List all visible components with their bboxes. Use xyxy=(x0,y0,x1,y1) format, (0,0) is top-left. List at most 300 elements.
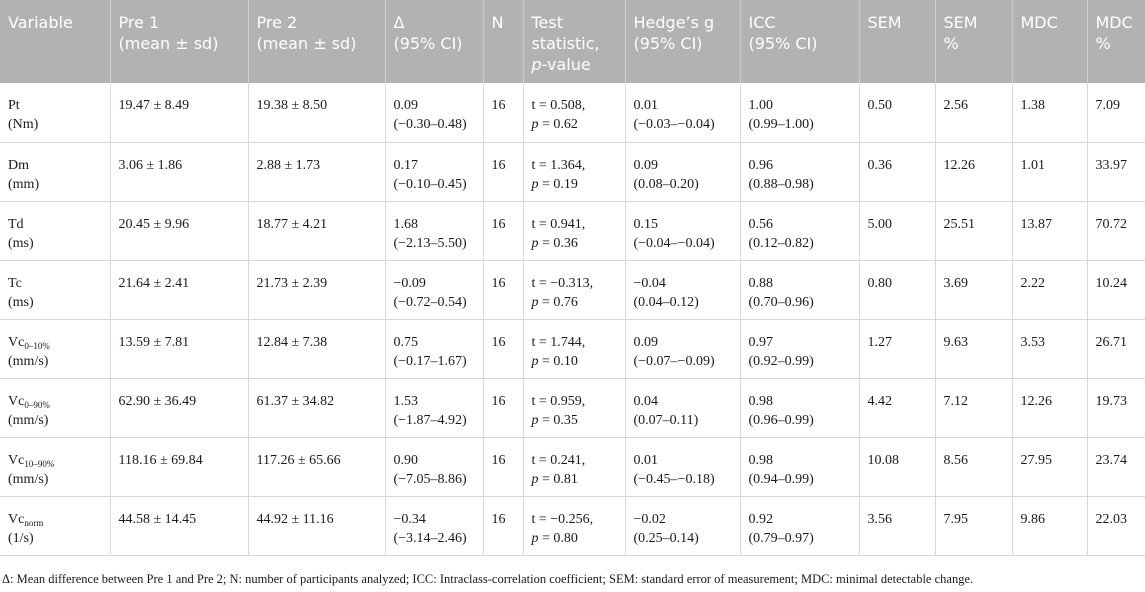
pre1-cell-line: 20.45 ± 9.96 xyxy=(118,216,190,232)
n-cell-line: 16 xyxy=(491,157,506,173)
hedges-g-cell-line: −0.02 xyxy=(633,511,666,527)
variable-cell-line xyxy=(8,451,104,470)
pre2-cell-line: 19.38 ± 8.50 xyxy=(256,98,328,113)
test-statistic-cell xyxy=(523,437,625,496)
sem-pct-cell xyxy=(935,496,1012,555)
variable-subscript: 0–90% xyxy=(24,399,50,410)
test-statistic-cell-line xyxy=(532,293,619,312)
p-value: = 0.10 xyxy=(542,353,578,369)
variable-name: Td xyxy=(8,216,24,232)
column-header xyxy=(1087,0,1145,83)
sem-cell-line: 10.08 xyxy=(867,452,899,468)
icc-cell-line: 0.56 xyxy=(748,216,773,232)
icc-cell xyxy=(740,319,859,378)
mdc-pct-cell xyxy=(1087,83,1145,142)
variable-cell-line xyxy=(8,215,104,234)
icc-cell-line: (0.96–0.99) xyxy=(748,412,814,428)
column-header-line: (95% CI) xyxy=(748,34,818,53)
hedges-g-cell-line: 0.01 xyxy=(633,452,658,468)
pre1-cell-line: 62.90 ± 36.49 xyxy=(118,393,197,409)
table-row xyxy=(0,142,1145,201)
variable-cell xyxy=(0,260,110,319)
variable-subscript: norm xyxy=(24,517,44,528)
column-header-line: MDC xyxy=(1020,13,1058,32)
hedges-g-cell xyxy=(625,142,740,201)
table-footnote: Δ: Mean difference between Pre 1 and Pre 2; N: number of participants analyzed; ICC: Intraclass-correlation coefficient; SEM: standard error of measurement; MDC: minimal detectable change. xyxy=(2,572,974,586)
variable-cell-line: (mm/s) xyxy=(8,412,49,428)
column-header-line: ICC xyxy=(748,13,776,32)
test-statistic-cell xyxy=(523,83,625,142)
column-header xyxy=(935,0,1012,83)
pre2-cell xyxy=(248,319,385,378)
column-header xyxy=(625,0,740,83)
table-row xyxy=(0,83,1145,142)
hedges-g-cell xyxy=(625,260,740,319)
hedges-g-cell-line: (−0.07–−0.09) xyxy=(633,353,715,369)
delta-cell xyxy=(385,378,483,437)
variable-cell-line: (ms) xyxy=(8,235,34,251)
hedges-g-cell-line: (−0.03–−0.04) xyxy=(633,117,715,132)
table-row xyxy=(0,496,1145,555)
sem-cell xyxy=(859,437,935,496)
variable-name: Vc xyxy=(8,452,25,468)
delta-cell-line: 1.68 xyxy=(393,216,418,232)
hedges-g-cell-line: (−0.04–−0.04) xyxy=(633,235,715,251)
hedges-g-cell-line: 0.15 xyxy=(633,216,658,232)
mdc-pct-cell xyxy=(1087,437,1145,496)
variable-cell xyxy=(0,378,110,437)
variable-cell-line xyxy=(8,96,104,115)
column-header-line: (mean ± sd) xyxy=(256,34,357,53)
pre2-cell xyxy=(248,437,385,496)
delta-cell-line: (−3.14–2.46) xyxy=(393,530,467,546)
column-header-line: % xyxy=(943,34,959,53)
mdc-cell xyxy=(1012,83,1087,142)
mdc-pct-cell xyxy=(1087,142,1145,201)
sem-pct-cell xyxy=(935,260,1012,319)
delta-cell xyxy=(385,83,483,142)
pre1-cell xyxy=(110,142,248,201)
p-value: = 0.81 xyxy=(542,471,578,487)
column-header xyxy=(385,0,483,83)
p-value: = 0.62 xyxy=(542,117,578,132)
p-symbol: p xyxy=(531,353,539,369)
n-cell xyxy=(483,201,523,260)
sem-cell xyxy=(859,142,935,201)
hedges-g-cell xyxy=(625,201,740,260)
pre1-cell xyxy=(110,437,248,496)
column-header xyxy=(740,0,859,83)
variable-name: Pt xyxy=(8,98,20,113)
sem-pct-cell xyxy=(935,378,1012,437)
hedges-g-cell-line: (0.08–0.20) xyxy=(633,176,699,192)
mdc-cell xyxy=(1012,260,1087,319)
variable-cell-line xyxy=(8,274,104,293)
hedges-g-cell-line: −0.04 xyxy=(633,275,666,291)
mdc-pct-cell xyxy=(1087,201,1145,260)
test-statistic-cell-line xyxy=(532,352,619,371)
table-row xyxy=(0,319,1145,378)
pre2-cell xyxy=(248,496,385,555)
column-header xyxy=(1012,0,1087,83)
n-cell xyxy=(483,142,523,201)
variable-cell-line: (Nm) xyxy=(8,117,39,132)
delta-cell-line: (−0.30–0.48) xyxy=(393,117,467,132)
pre2-cell-line: 12.84 ± 7.38 xyxy=(256,334,328,350)
pre1-cell-line: 21.64 ± 2.41 xyxy=(118,275,190,291)
p-value: = 0.35 xyxy=(542,412,578,428)
delta-cell-line: 1.53 xyxy=(393,393,418,409)
variable-cell-line xyxy=(8,392,104,411)
n-cell-line: 16 xyxy=(491,334,506,350)
test-statistic-cell xyxy=(523,142,625,201)
column-header-line: p-value xyxy=(531,55,591,74)
icc-cell xyxy=(740,496,859,555)
icc-cell xyxy=(740,378,859,437)
column-header-line: Δ xyxy=(393,13,405,32)
mdc-pct-cell xyxy=(1087,496,1145,555)
mdc-pct-cell-line: 23.74 xyxy=(1095,452,1127,468)
pre1-cell-line: 44.58 ± 14.45 xyxy=(118,511,197,527)
column-header xyxy=(110,0,248,83)
mdc-cell xyxy=(1012,201,1087,260)
pre2-cell-line: 18.77 ± 4.21 xyxy=(256,216,328,232)
delta-cell-line: −0.09 xyxy=(393,275,426,291)
mdc-cell-line: 13.87 xyxy=(1020,216,1052,232)
mdc-pct-cell-line: 70.72 xyxy=(1095,216,1127,232)
mdc-cell xyxy=(1012,437,1087,496)
mdc-pct-cell-line: 33.97 xyxy=(1095,157,1127,173)
p-symbol: p xyxy=(531,412,539,428)
sem-pct-cell-line: 3.69 xyxy=(943,275,968,291)
test-statistic-cell xyxy=(523,496,625,555)
hedges-g-cell xyxy=(625,496,740,555)
delta-cell-line: (−7.05–8.86) xyxy=(393,471,467,487)
p-symbol: p xyxy=(531,55,542,74)
pre2-cell xyxy=(248,378,385,437)
test-statistic-cell-line: t = 0.959, xyxy=(531,393,586,409)
test-statistic-cell-line xyxy=(532,175,619,194)
test-statistic-cell-line: t = 1.744, xyxy=(531,334,586,350)
column-header-line: (95% CI) xyxy=(393,34,463,53)
icc-cell-line: 0.88 xyxy=(748,275,773,291)
test-statistic-cell-line: t = −0.256, xyxy=(531,511,594,527)
variable-name: Dm xyxy=(8,157,29,173)
column-header-line: N xyxy=(491,13,504,32)
mdc-cell-line: 9.86 xyxy=(1020,511,1045,527)
test-statistic-cell xyxy=(523,319,625,378)
pre1-cell xyxy=(110,378,248,437)
delta-cell xyxy=(385,201,483,260)
variable-subscript: 0–10% xyxy=(24,340,50,351)
p-symbol: p xyxy=(531,471,539,487)
pre2-cell-line: 61.37 ± 34.82 xyxy=(256,393,335,409)
table-header xyxy=(0,0,1145,83)
hedges-g-cell-line: (−0.45–−0.18) xyxy=(633,471,715,487)
icc-cell xyxy=(740,201,859,260)
pre2-cell-line: 44.92 ± 11.16 xyxy=(256,511,334,527)
icc-cell xyxy=(740,83,859,142)
sem-pct-cell-line: 12.26 xyxy=(943,157,975,173)
sem-cell-line: 4.42 xyxy=(867,393,892,409)
mdc-cell-line: 1.38 xyxy=(1020,98,1045,113)
test-statistic-cell xyxy=(523,260,625,319)
variable-cell-line xyxy=(8,510,104,529)
mdc-pct-cell xyxy=(1087,319,1145,378)
delta-cell-line: 0.90 xyxy=(393,452,418,468)
variable-name: Tc xyxy=(8,275,22,291)
icc-cell-line: (0.92–0.99) xyxy=(748,353,814,369)
variable-name: Vc xyxy=(8,511,25,527)
sem-pct-cell-line: 7.95 xyxy=(943,511,968,527)
n-cell-line: 16 xyxy=(491,511,506,527)
hedges-g-cell-line: 0.04 xyxy=(633,393,658,409)
test-statistic-cell xyxy=(523,378,625,437)
p-value: = 0.36 xyxy=(542,235,578,251)
hedges-g-cell-line: 0.01 xyxy=(633,98,658,113)
pre1-cell xyxy=(110,260,248,319)
mdc-cell xyxy=(1012,378,1087,437)
variable-name: Vc xyxy=(8,393,25,409)
pre1-cell xyxy=(110,201,248,260)
delta-cell-line: (−0.72–0.54) xyxy=(393,294,467,310)
sem-pct-cell xyxy=(935,142,1012,201)
variable-cell-line: (mm/s) xyxy=(8,471,49,487)
mdc-cell xyxy=(1012,319,1087,378)
delta-cell-line: (−2.13–5.50) xyxy=(393,235,467,251)
sem-cell-line: 5.00 xyxy=(867,216,892,232)
sem-cell xyxy=(859,260,935,319)
pre1-cell xyxy=(110,83,248,142)
p-symbol: p xyxy=(531,235,539,251)
sem-cell xyxy=(859,496,935,555)
icc-cell-line: 0.98 xyxy=(748,452,773,468)
icc-cell-line: (0.70–0.96) xyxy=(748,294,814,310)
sem-cell-line: 0.36 xyxy=(867,157,892,173)
pre2-cell-line: 21.73 ± 2.39 xyxy=(256,275,328,291)
p-value: = 0.76 xyxy=(542,294,578,310)
delta-cell-line: 0.17 xyxy=(393,157,418,173)
variable-cell-line: (1/s) xyxy=(8,530,34,546)
sem-pct-cell-line: 8.56 xyxy=(943,452,968,468)
icc-cell-line: 0.97 xyxy=(748,334,773,350)
pre2-cell xyxy=(248,142,385,201)
column-header-line: MDC xyxy=(1095,13,1133,32)
mdc-cell-line: 1.01 xyxy=(1020,157,1045,173)
icc-cell-line: 1.00 xyxy=(748,98,773,113)
n-cell xyxy=(483,378,523,437)
hedges-g-cell-line: (0.25–0.14) xyxy=(633,530,699,546)
mdc-pct-cell xyxy=(1087,260,1145,319)
sem-cell xyxy=(859,83,935,142)
sem-cell-line: 3.56 xyxy=(867,511,892,527)
table-row xyxy=(0,260,1145,319)
sem-pct-cell-line: 9.63 xyxy=(943,334,968,350)
pre1-cell xyxy=(110,319,248,378)
delta-cell xyxy=(385,319,483,378)
column-header xyxy=(483,0,523,83)
icc-cell xyxy=(740,260,859,319)
column-header-line: SEM xyxy=(943,13,978,32)
column-header xyxy=(523,0,625,83)
mdc-pct-cell-line: 19.73 xyxy=(1095,393,1127,409)
hedges-g-cell xyxy=(625,83,740,142)
hedges-g-cell-line: 0.09 xyxy=(633,157,658,173)
delta-cell xyxy=(385,142,483,201)
test-statistic-cell-line: t = 0.508, xyxy=(531,98,586,113)
pre2-cell-line: 2.88 ± 1.73 xyxy=(256,157,321,173)
mdc-cell xyxy=(1012,142,1087,201)
sem-pct-cell xyxy=(935,83,1012,142)
sem-pct-cell xyxy=(935,201,1012,260)
mdc-cell-line: 3.53 xyxy=(1020,334,1045,350)
n-cell xyxy=(483,319,523,378)
variable-cell xyxy=(0,83,110,142)
mdc-pct-cell-line: 10.24 xyxy=(1095,275,1127,291)
pre1-cell-line: 13.59 ± 7.81 xyxy=(118,334,190,350)
test-statistic-cell-line: t = 0.941, xyxy=(531,216,586,232)
variable-cell-line: (ms) xyxy=(8,294,34,310)
n-cell xyxy=(483,260,523,319)
p-symbol: p xyxy=(531,117,539,132)
variable-cell xyxy=(0,437,110,496)
icc-cell-line: (0.94–0.99) xyxy=(748,471,814,487)
variable-name: Vc xyxy=(8,334,25,350)
n-cell-line: 16 xyxy=(491,216,506,232)
sem-cell-line: 0.80 xyxy=(867,275,892,291)
column-header-line: (mean ± sd) xyxy=(118,34,219,53)
sem-pct-cell-line: 7.12 xyxy=(943,393,968,409)
variable-cell-line xyxy=(8,156,104,175)
delta-cell-line: 0.75 xyxy=(393,334,418,350)
delta-cell xyxy=(385,260,483,319)
mdc-pct-cell-line: 7.09 xyxy=(1095,98,1120,113)
column-header-line: Hedge’s g xyxy=(633,13,715,32)
sem-pct-cell-line: 2.56 xyxy=(943,98,968,113)
icc-cell-line: 0.92 xyxy=(748,511,773,527)
pre2-cell xyxy=(248,260,385,319)
mdc-cell xyxy=(1012,496,1087,555)
pre1-cell-line: 118.16 ± 69.84 xyxy=(118,452,203,468)
table-row xyxy=(0,201,1145,260)
n-cell-line: 16 xyxy=(491,393,506,409)
column-header-line: Pre 2 xyxy=(256,13,298,32)
mdc-cell-line: 2.22 xyxy=(1020,275,1045,291)
p-value: = 0.80 xyxy=(542,530,578,546)
delta-cell-line: (−0.10–0.45) xyxy=(393,176,467,192)
test-statistic-cell-line: t = 1.364, xyxy=(531,157,586,173)
n-cell-line: 16 xyxy=(491,98,506,113)
sem-pct-cell-line: 25.51 xyxy=(943,216,975,232)
delta-cell-line: (−0.17–1.67) xyxy=(393,353,467,369)
hedges-g-cell xyxy=(625,378,740,437)
p-symbol: p xyxy=(531,176,539,192)
column-header-line: % xyxy=(1095,34,1111,53)
test-statistic-cell-line: t = 0.241, xyxy=(531,452,586,468)
test-statistic-cell xyxy=(523,201,625,260)
test-statistic-cell-line xyxy=(532,234,619,253)
mdc-pct-cell xyxy=(1087,378,1145,437)
sem-pct-cell xyxy=(935,437,1012,496)
sem-cell xyxy=(859,201,935,260)
column-header-line: (95% CI) xyxy=(633,34,703,53)
p-value: = 0.19 xyxy=(542,176,578,192)
sem-cell xyxy=(859,378,935,437)
n-cell xyxy=(483,437,523,496)
p-symbol: p xyxy=(531,530,539,546)
column-header xyxy=(0,0,110,83)
hedges-g-cell-line: (0.07–0.11) xyxy=(633,412,699,428)
header-row xyxy=(0,0,1145,83)
column-header xyxy=(859,0,935,83)
variable-cell xyxy=(0,142,110,201)
sem-cell xyxy=(859,319,935,378)
p-symbol: p xyxy=(531,294,539,310)
table-body xyxy=(0,83,1145,555)
n-cell-line: 16 xyxy=(491,275,506,291)
pre2-cell xyxy=(248,201,385,260)
pre1-cell-line: 3.06 ± 1.86 xyxy=(118,157,183,173)
column-header xyxy=(248,0,385,83)
table-row xyxy=(0,378,1145,437)
column-header-line: statistic, xyxy=(531,34,600,53)
pre1-cell-line: 19.47 ± 8.49 xyxy=(118,98,190,113)
hedges-g-cell-line: (0.04–0.12) xyxy=(633,294,699,310)
test-statistic-cell-line xyxy=(532,470,619,489)
mdc-cell-line: 12.26 xyxy=(1020,393,1052,409)
variable-subscript: 10–90% xyxy=(24,458,55,469)
mdc-pct-cell-line: 22.03 xyxy=(1095,511,1127,527)
sem-pct-cell xyxy=(935,319,1012,378)
delta-cell xyxy=(385,437,483,496)
icc-cell-line: (0.12–0.82) xyxy=(748,235,814,251)
variable-cell xyxy=(0,496,110,555)
icc-cell-line: 0.98 xyxy=(748,393,773,409)
icc-cell-line: (0.88–0.98) xyxy=(748,176,814,192)
pre1-cell xyxy=(110,496,248,555)
n-cell xyxy=(483,83,523,142)
icc-cell-line: (0.79–0.97) xyxy=(748,530,814,546)
icc-cell-line: (0.99–1.00) xyxy=(748,117,814,132)
pre2-cell xyxy=(248,83,385,142)
icc-cell xyxy=(740,142,859,201)
variable-cell-line: (mm) xyxy=(8,176,40,192)
hedges-g-cell xyxy=(625,319,740,378)
table-row xyxy=(0,437,1145,496)
mdc-pct-cell-line: 26.71 xyxy=(1095,334,1127,350)
column-header-line: Test xyxy=(531,13,564,32)
column-header-line: Variable xyxy=(8,13,73,32)
mdc-cell-line: 27.95 xyxy=(1020,452,1052,468)
delta-cell xyxy=(385,496,483,555)
pre2-cell-line: 117.26 ± 65.66 xyxy=(256,452,341,468)
delta-cell-line: 0.09 xyxy=(393,98,418,113)
variable-cell-line xyxy=(8,333,104,352)
variable-cell xyxy=(0,201,110,260)
variable-cell xyxy=(0,319,110,378)
sem-cell-line: 0.50 xyxy=(867,98,892,113)
test-statistic-cell-line xyxy=(532,529,619,548)
delta-cell-line: (−1.87–4.92) xyxy=(393,412,467,428)
variable-cell-line: (mm/s) xyxy=(8,353,49,369)
sem-cell-line: 1.27 xyxy=(867,334,892,350)
delta-cell-line: −0.34 xyxy=(393,511,426,527)
icc-cell xyxy=(740,437,859,496)
test-statistic-cell-line xyxy=(532,411,619,430)
hedges-g-cell-line: 0.09 xyxy=(633,334,658,350)
test-statistic-cell-line xyxy=(532,115,619,134)
icc-cell-line: 0.96 xyxy=(748,157,773,173)
